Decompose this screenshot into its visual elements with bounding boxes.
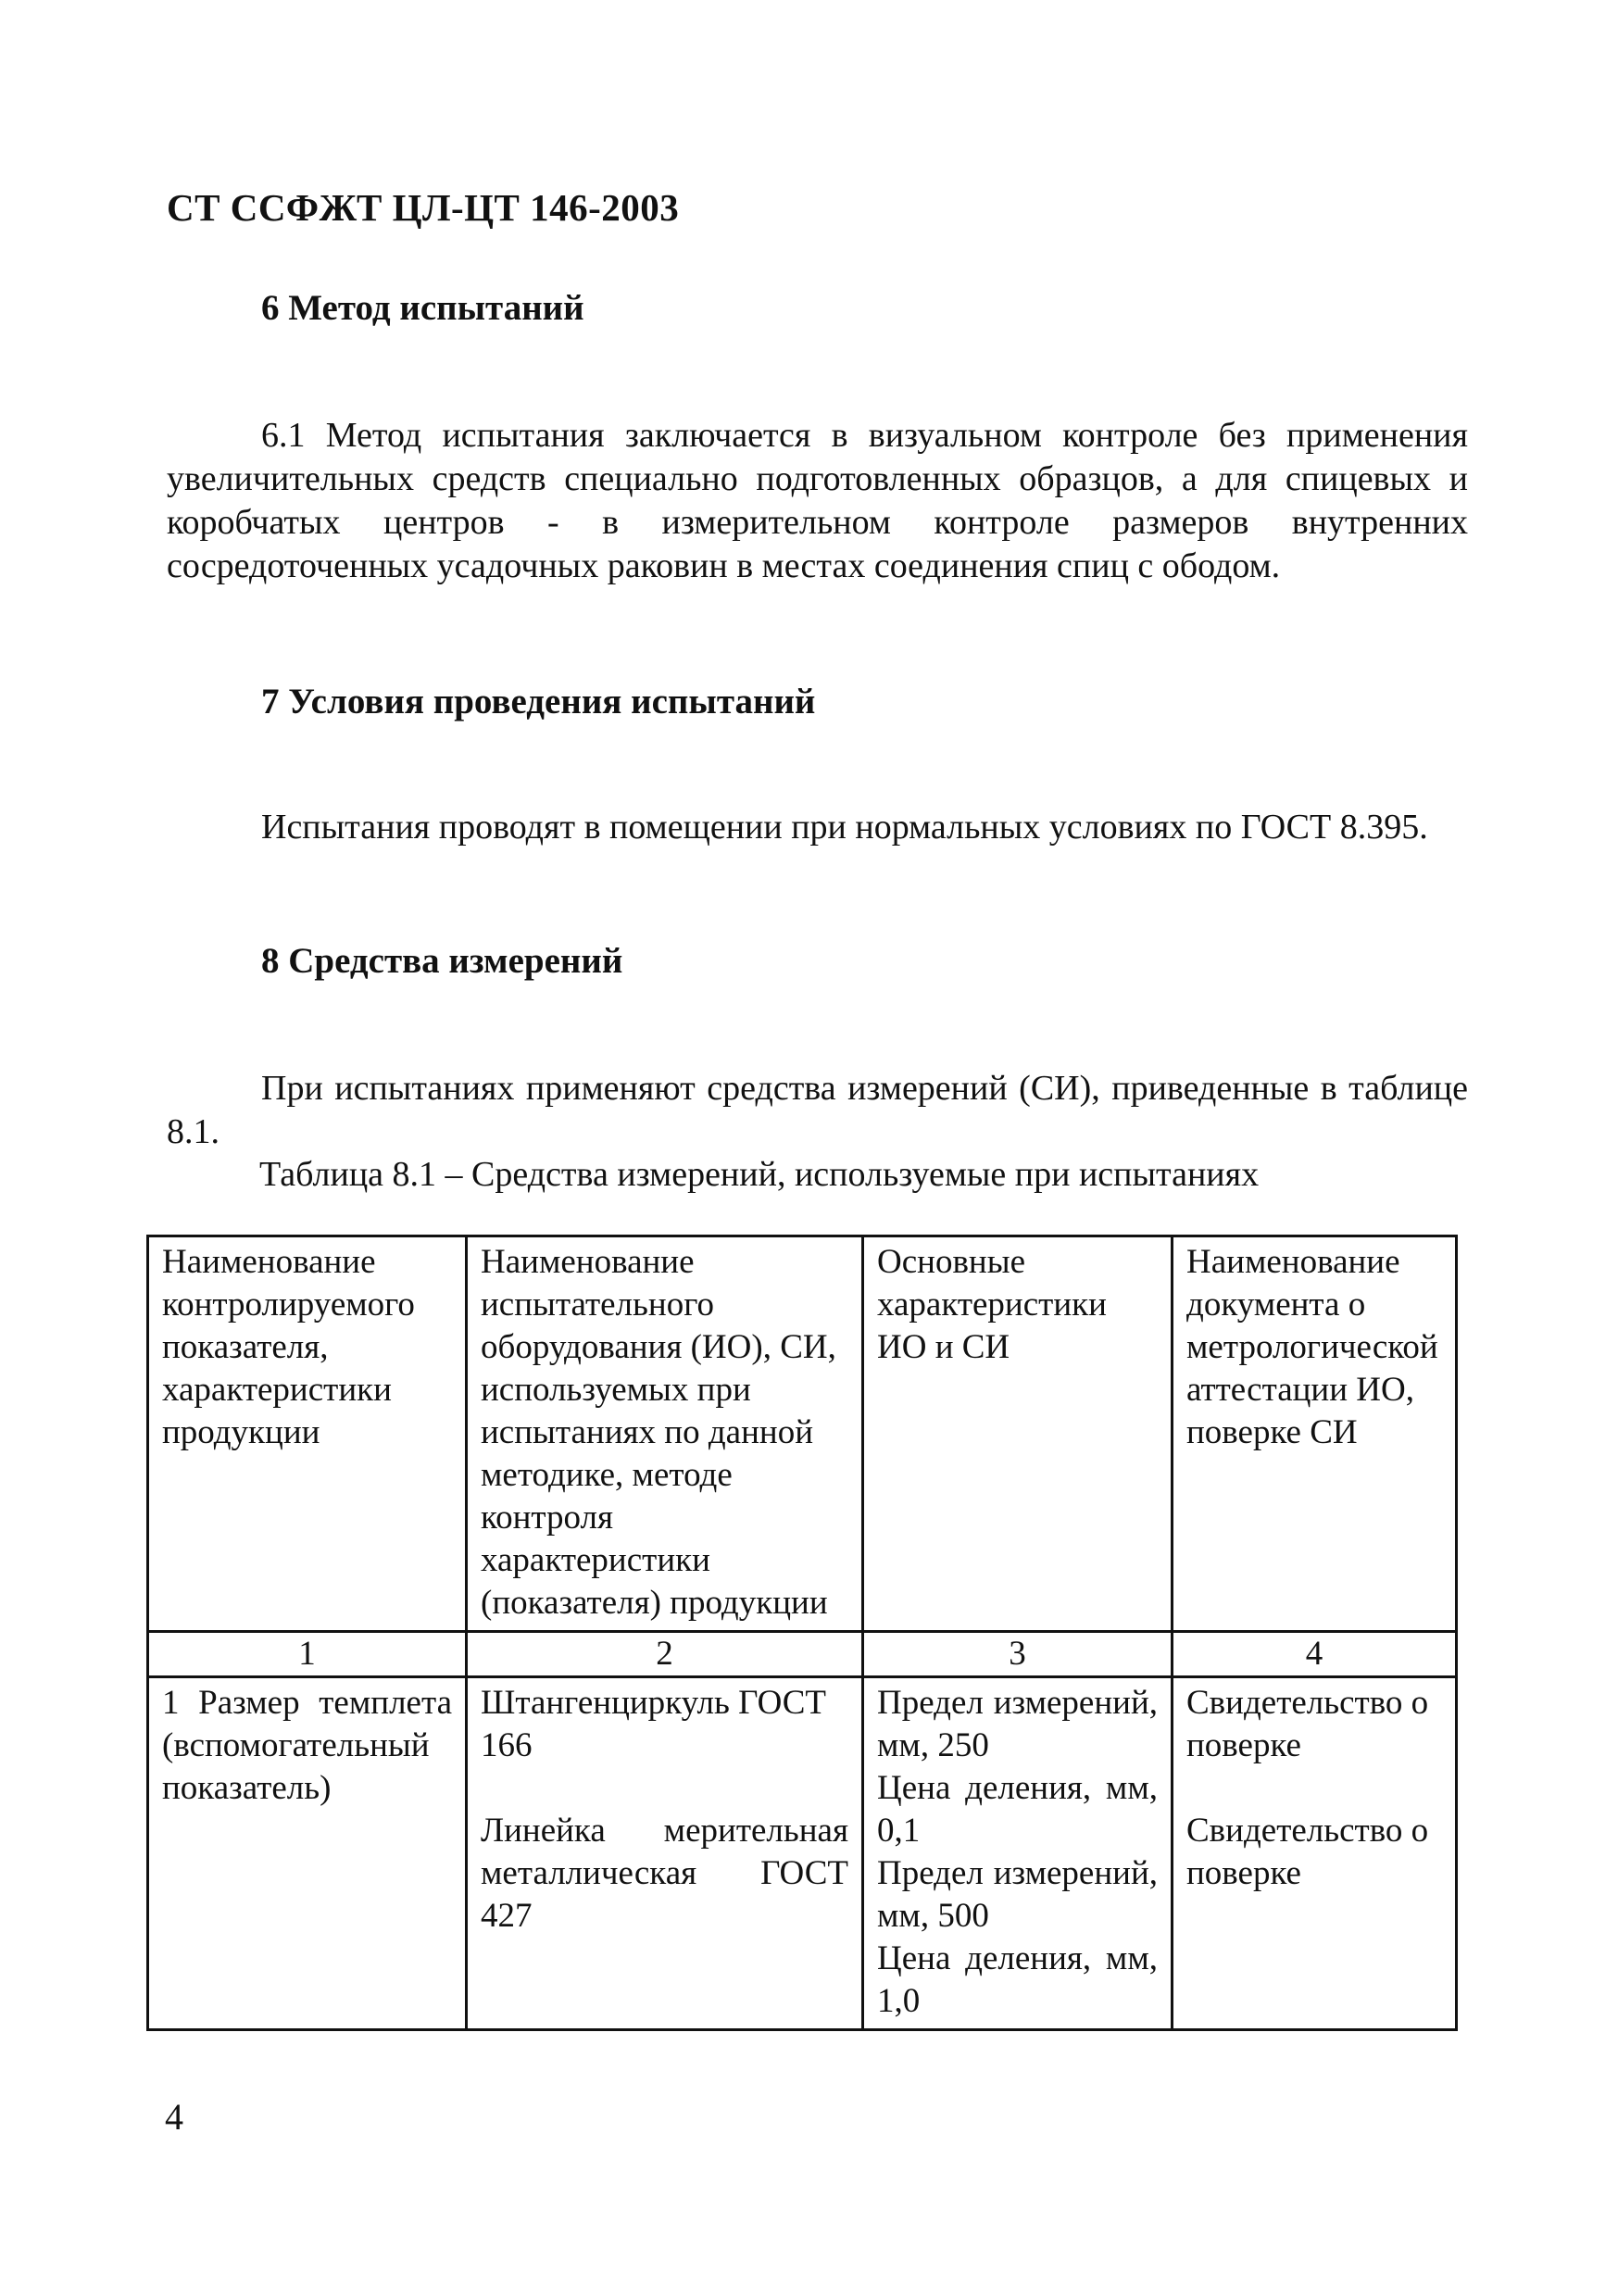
column-number-cell: 3 xyxy=(863,1632,1173,1677)
table-cell-characteristics xyxy=(863,1677,1173,2030)
section-7-paragraph: Испытания проводят в помещении при нормальных условиях по ГОСТ 8.395. xyxy=(261,808,1428,847)
section-6-paragraph: 6.1 Метод испытания заключается в визуальном контроле без применения увеличительных средств специально подготовленных образцов, а для спицевых и коробчатых центров - в измерительном контроле размеров внутренних сосредоточенных усадочных раковин в местах соединения спиц с ободом. xyxy=(167,416,1468,585)
document-text: Свидетельство о поверке xyxy=(1186,1812,1429,1892)
column-number-cell: 2 xyxy=(467,1632,863,1677)
table-row xyxy=(148,1677,1457,2030)
page-number: 4 xyxy=(165,2096,183,2138)
table-cell-documents xyxy=(1173,1677,1457,2030)
section-8-paragraph: При испытаниях применяют средства измерений (СИ), приведенные в таблице 8.1. xyxy=(167,1069,1468,1151)
column-number-cell: 1 xyxy=(148,1632,467,1677)
table-cell-indicator xyxy=(148,1677,467,2030)
document-text: Свидетельство о поверке xyxy=(1186,1684,1429,1764)
characteristic-text: Предел измерений, мм, 250 xyxy=(877,1684,1158,1764)
characteristic-text: Цена деления, мм, 0,1 xyxy=(877,1769,1158,1850)
section-7-heading: 7 Условия проведения испытаний xyxy=(261,682,816,721)
instrument-caliper: Штангенциркуль ГОСТ 166 xyxy=(481,1684,827,1764)
column-number-cell: 4 xyxy=(1173,1632,1457,1677)
table-column-number-row xyxy=(148,1632,1457,1677)
measurement-instruments-table xyxy=(146,1235,1458,2031)
table-header-cell: Наименование контролируемого показателя, характеристики продукции xyxy=(148,1236,467,1632)
table-caption: Таблица 8.1 – Средства измерений, используемые при испытаниях xyxy=(259,1155,1260,1194)
table-header-cell: Наименование испытательного оборудования (ИО), СИ, используемых при испытаниях по данной методике, методе контроля характеристики (показателя) продукции xyxy=(467,1236,863,1632)
table-header-cell: Наименование документа о метрологической аттестации ИО, поверке СИ xyxy=(1173,1236,1457,1632)
section-8-heading: 8 Средства измерений xyxy=(261,941,623,981)
characteristic-text: Предел измерений, мм, 500 xyxy=(877,1854,1158,1935)
instrument-ruler: Линейка мерительная металлическая ГОСТ 427 xyxy=(481,1812,848,1935)
table-header-cell: Основные характеристики ИО и СИ xyxy=(863,1236,1173,1632)
table-header-row xyxy=(148,1236,1457,1632)
document-code: СТ ССФЖТ ЦЛ-ЦТ 146-2003 xyxy=(167,186,680,229)
indicator-text: 1 Размер темплета (вспомогательный показатель) xyxy=(162,1684,452,1807)
table-cell-instruments xyxy=(467,1677,863,2030)
characteristic-text: Цена деления, мм, 1,0 xyxy=(877,1939,1158,2020)
section-6-heading: 6 Метод испытаний xyxy=(261,288,584,328)
